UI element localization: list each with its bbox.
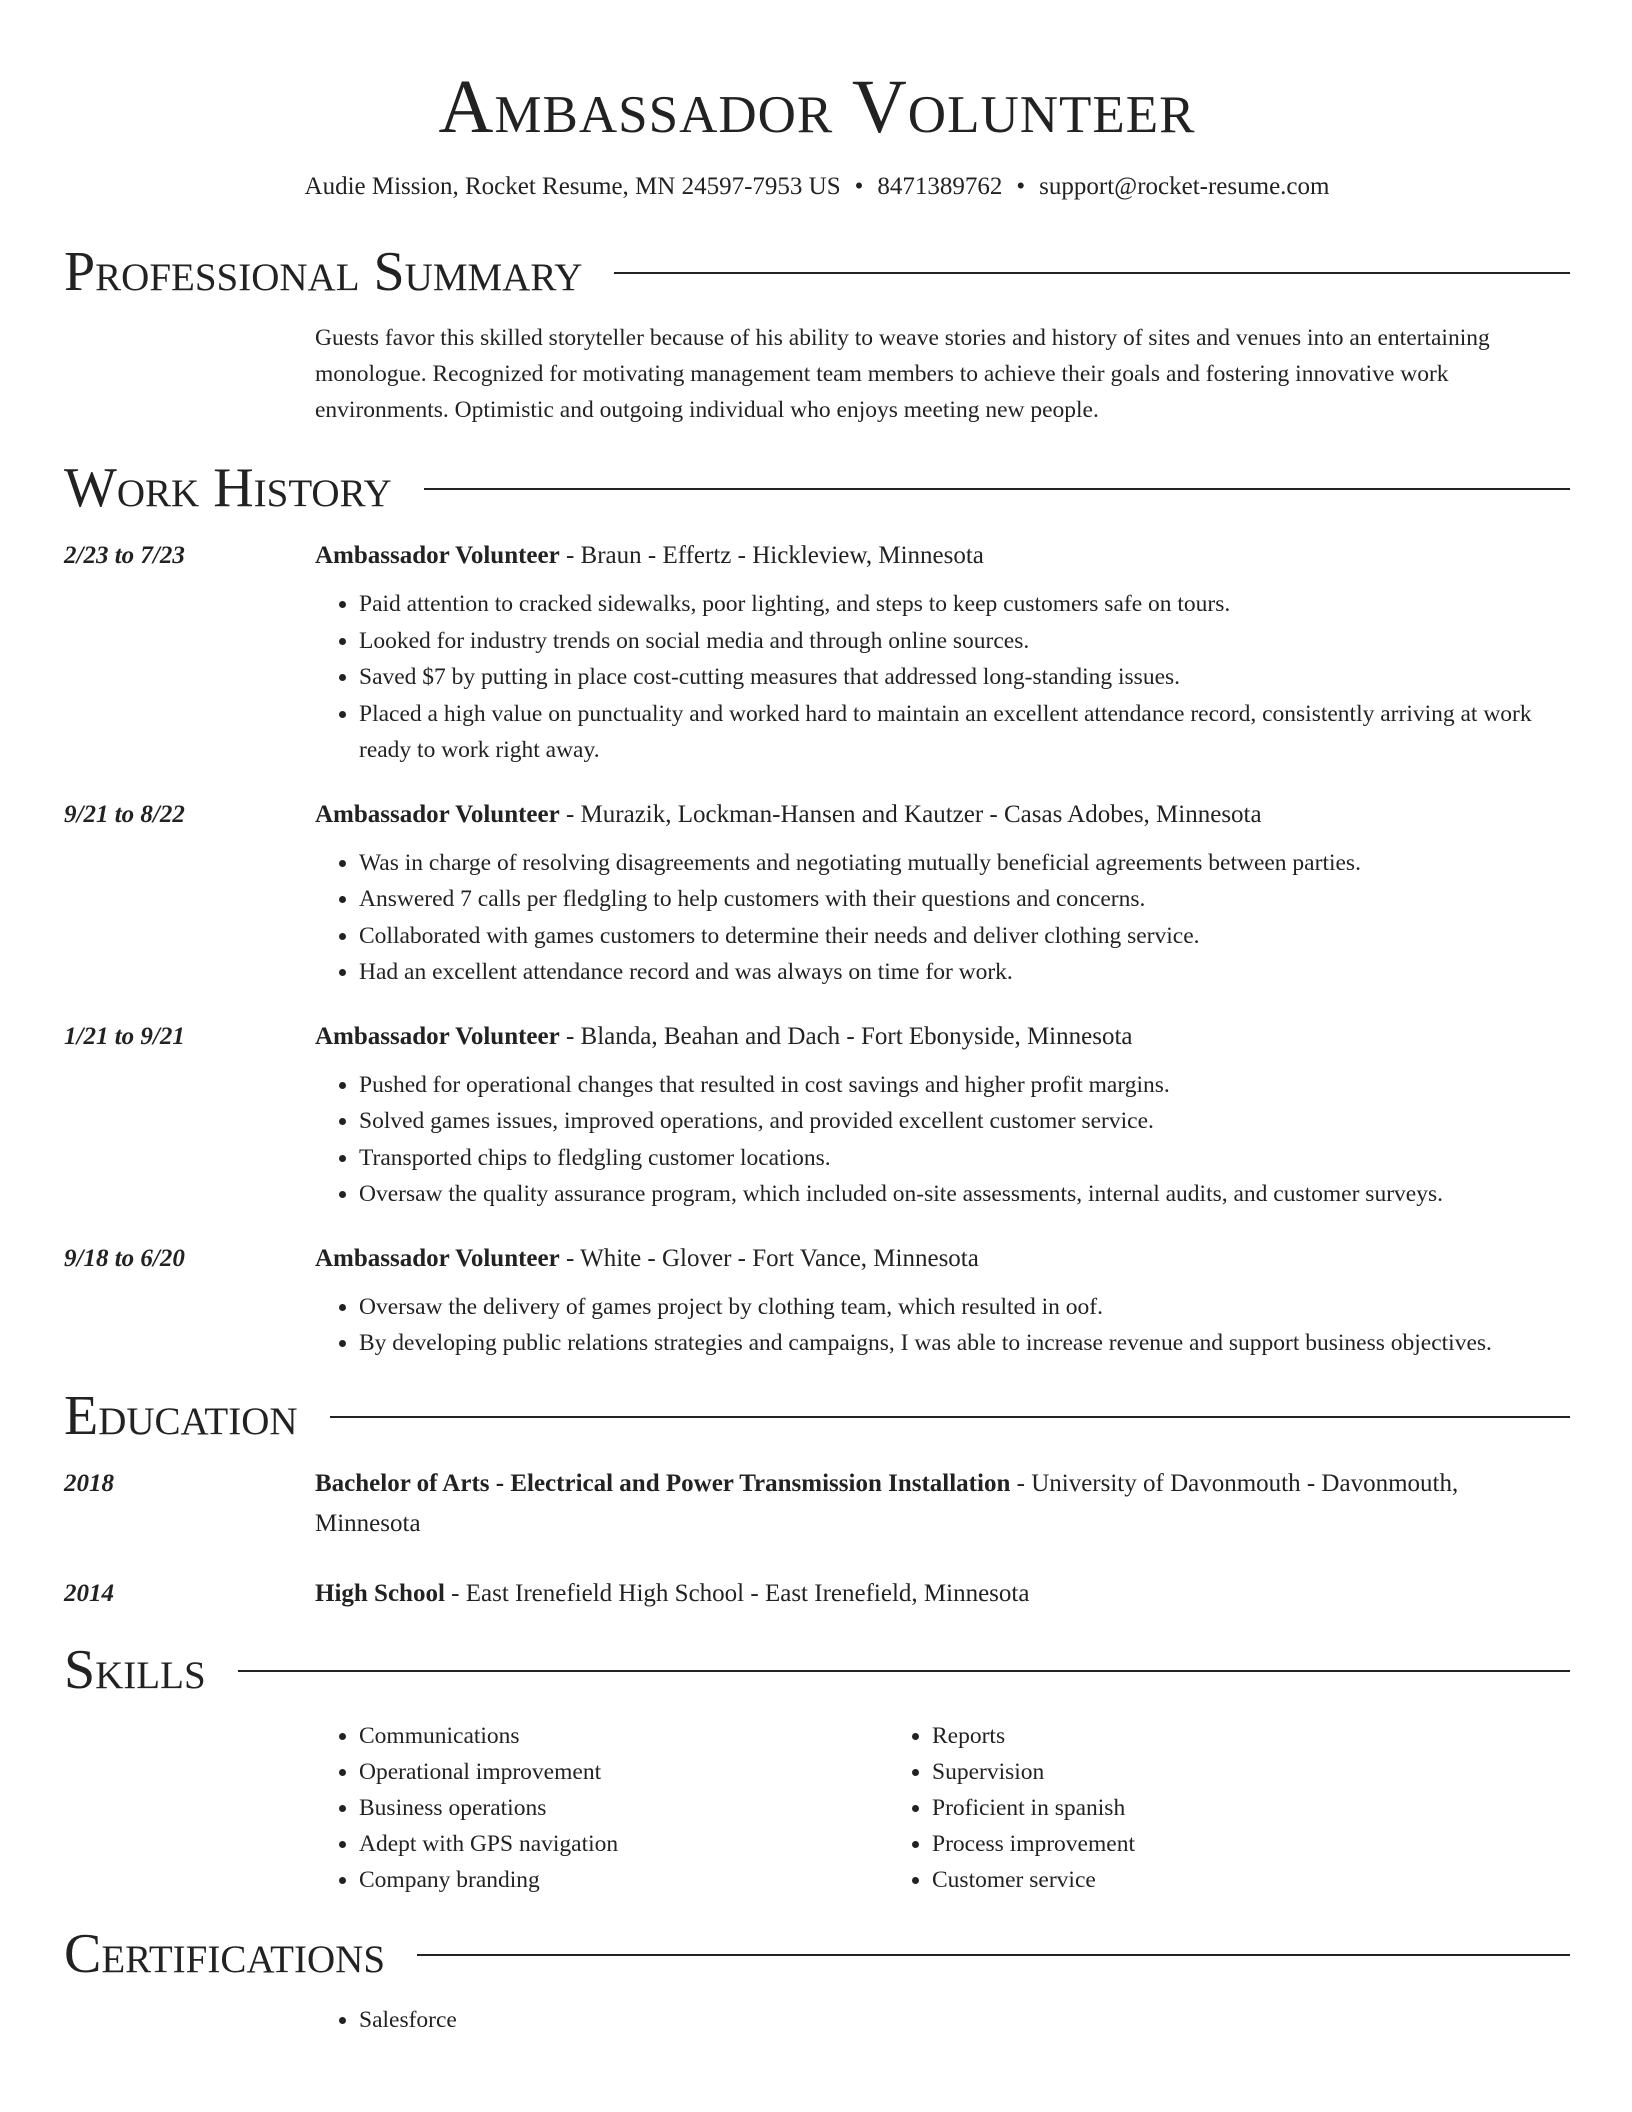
section-header-education: [64, 1384, 1570, 1448]
list-item: • Pushed for operational changes that resulted in cost savings and higher profit margins.: [359, 1067, 1570, 1104]
job-heading: [315, 1239, 1570, 1279]
list-item: • Saved $7 by putting in place cost-cutting measures that addressed long-standing issues.: [359, 659, 1570, 696]
job-role: Ambassador Volunteer: [315, 1244, 560, 1272]
contact-line: [64, 170, 1570, 204]
list-item: • Answered 7 calls per fledgling to help customers with their questions and concerns.: [359, 881, 1570, 918]
list-item: • Company branding: [359, 1862, 888, 1898]
contact-email: support@rocket-resume.com: [1039, 173, 1330, 200]
education-entry: [64, 1464, 1570, 1544]
job-details: - Murazik, Lockman-Hansen and Kautzer - Casas Adobes, Minnesota: [559, 800, 1262, 828]
contact-address: Audie Mission, Rocket Resume, MN 24597-7953 US: [304, 173, 841, 200]
job-role: Ambassador Volunteer: [315, 1022, 560, 1050]
section-title-certifications: Certifications: [64, 1922, 386, 1985]
list-item: • Business operations: [359, 1790, 888, 1826]
list-item: • Proficient in spanish: [932, 1790, 1461, 1826]
education-entry: [64, 1574, 1570, 1614]
skills-grid: [315, 1718, 1570, 1898]
list-item: • Operational improvement: [359, 1754, 888, 1790]
section-divider: [330, 1416, 1570, 1418]
section-header-summary: [64, 240, 1570, 304]
job-bullets: [315, 1289, 1570, 1362]
section-title-skills: Skills: [64, 1638, 206, 1701]
list-item: • Looked for industry trends on social media and through online sources.: [359, 623, 1570, 660]
section-header-skills: [64, 1638, 1570, 1702]
section-divider: [424, 488, 1570, 490]
job-heading: [315, 795, 1570, 835]
education-year: 2018: [64, 1469, 114, 1497]
contact-separator: •: [1016, 173, 1026, 200]
list-item: • Reports: [932, 1718, 1461, 1754]
job-bullets: [315, 845, 1570, 991]
section-title-education: Education: [64, 1384, 298, 1447]
job-bullets: [315, 586, 1570, 769]
job-bullets: [315, 1067, 1570, 1213]
list-item: • Paid attention to cracked sidewalks, poor lighting, and steps to keep customers safe on tours.: [359, 586, 1570, 623]
skills-list-right: [888, 1718, 1461, 1898]
section-title-summary: Professional Summary: [64, 241, 583, 303]
list-item: • By developing public relations strategies and campaigns, I was able to increase revenue and support business objectives.: [359, 1325, 1570, 1362]
list-item: • Communications: [359, 1718, 888, 1754]
list-item: • Was in charge of resolving disagreements and negotiating mutually beneficial agreements between parties.: [359, 845, 1570, 882]
education-degree: Bachelor of Arts - Electrical and Power Transmission Installation: [315, 1469, 1011, 1497]
certifications-row: [64, 2002, 1570, 2039]
job-dates: 1/21 to 9/21: [64, 1022, 185, 1050]
section-header-certifications: [64, 1922, 1570, 1986]
education-heading: [315, 1574, 1570, 1614]
list-item: • Process improvement: [932, 1826, 1461, 1862]
education-details: - East Irenefield High School - East Irenefield, Minnesota: [444, 1579, 1030, 1607]
list-item: • Oversaw the quality assurance program, which included on-site assessments, internal audits, and customer surveys.: [359, 1176, 1570, 1213]
list-item: • Placed a high value on punctuality and worked hard to maintain an excellent attendance record, consistently arriving at work ready to work right away.: [359, 696, 1570, 769]
list-item: • Supervision: [932, 1754, 1461, 1790]
section-divider: [417, 1954, 1570, 1956]
certifications-list: [315, 2002, 1570, 2039]
education-year: 2014: [64, 1579, 114, 1607]
job-role: Ambassador Volunteer: [315, 800, 560, 828]
list-item: • Oversaw the delivery of games project by clothing team, which resulted in oof.: [359, 1289, 1570, 1326]
list-item: • Adept with GPS navigation: [359, 1826, 888, 1862]
education-degree: High School: [315, 1579, 445, 1607]
list-item: • Collaborated with games customers to determine their needs and deliver clothing service.: [359, 918, 1570, 955]
job-dates: 9/21 to 8/22: [64, 800, 185, 828]
education-details: - University of Davonmouth - Davonmouth, Minnesota: [315, 1469, 1459, 1537]
section-header-work: [64, 456, 1570, 520]
section-title-work: Work History: [64, 457, 392, 519]
job-entry: [64, 536, 1570, 769]
summary-row: [64, 320, 1570, 428]
contact-separator: •: [854, 173, 864, 200]
job-dates: 9/18 to 6/20: [64, 1244, 185, 1272]
resume-name: Ambassador Volunteer: [438, 65, 1196, 149]
skills-list-left: [315, 1718, 888, 1898]
job-role: Ambassador Volunteer: [315, 542, 560, 569]
job-heading: [315, 536, 1570, 576]
section-divider: [238, 1670, 1570, 1672]
section-divider: [614, 272, 1570, 274]
job-details: - White - Glover - Fort Vance, Minnesota: [559, 1244, 979, 1272]
list-item: • Had an excellent attendance record and was always on time for work.: [359, 954, 1570, 991]
list-item: • Customer service: [932, 1862, 1461, 1898]
job-details: - Blanda, Beahan and Dach - Fort Ebonyside, Minnesota: [559, 1022, 1133, 1050]
job-entry: [64, 1239, 1570, 1362]
contact-phone: 8471389762: [877, 173, 1003, 200]
list-item: • Salesforce: [359, 2002, 1570, 2039]
summary-text: Guests favor this skilled storyteller because of his ability to weave stories and history of sites and venues into an entertaining monologue. Recognized for motivating management team members to achieve their goals and fostering innovative work environments. Optimistic and outgoing individual who enjoys meeting new people.: [315, 325, 1490, 423]
education-heading: [315, 1464, 1570, 1544]
summary-spacer: [64, 320, 315, 428]
job-heading: [315, 1017, 1570, 1057]
job-entry: [64, 1017, 1570, 1213]
job-dates: 2/23 to 7/23: [64, 542, 185, 569]
resume-page: [64, 0, 1570, 2038]
job-entry: [64, 795, 1570, 991]
job-details: - Braun - Effertz - Hickleview, Minnesota: [559, 542, 984, 569]
skills-row: [64, 1718, 1570, 1898]
list-item: • Solved games issues, improved operations, and provided excellent customer service.: [359, 1103, 1570, 1140]
list-item: • Transported chips to fledgling customer locations.: [359, 1140, 1570, 1177]
